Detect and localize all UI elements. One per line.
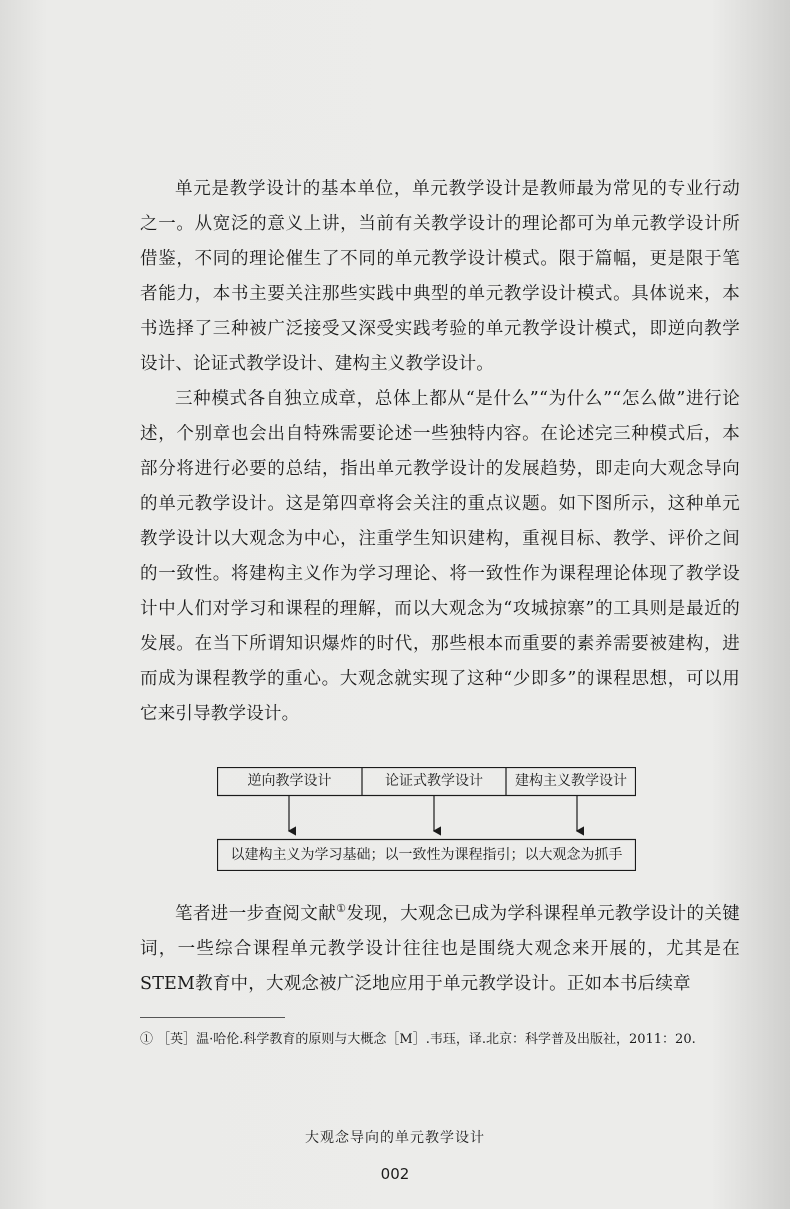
paragraph-3-rest: 发现，大观念已成为学科课程单元教学设计的关键词，一些综合课程单元教学设计往往也是围绕大观念来开展的，尤其是在STEM教育中，大观念被广泛地应用于单元教学设计。正如本书后续章 [140, 904, 740, 994]
top-box-label-1: 逆向教学设计 [247, 773, 332, 789]
paragraph-2: 三种模式各自独立成章，总体上都从“是什么”“为什么”“怎么做”进行论述，个别章也会出自特殊需要论述一些独特内容。在论述完三种模式后，本部分将进行必要的总结，指出单元教学设计的发展趋势，即走向大观念导向的单元教学设计。这是第四章将会关注的重点议题。如下图所示，这种单元教学设计以大观念为中心，注重学生知识建构，重视目标、教学、评价之间的一致性。将建构主义作为学习理论、将一致性作为课程理论体现了教学设计中人们对学习和课程的理解，而以大观念为“攻城掠寨”的工具则是最近的发展。在当下所谓知识爆炸的时代，那些根本而重要的素养需要被建构，进而成为课程教学的重心。大观念就实现了这种“少即多”的课程思想，可以用它来引导教学设计。 [140, 389, 740, 724]
footnote-rule [140, 1017, 285, 1018]
page-number: 002 [380, 1165, 410, 1183]
top-box-label-3: 建构主义教学设计 [515, 773, 627, 789]
bottom-box-label: 以建构主义为学习基础；以一致性为课程指引；以大观念为抓手 [230, 847, 623, 863]
paragraph-3-start: 笔者进一步查阅文献 [175, 904, 337, 924]
main-text [140, 172, 740, 732]
running-footer: 大观念导向的单元教学设计 [305, 1130, 485, 1146]
top-box-label-2: 论证式教学设计 [385, 773, 483, 789]
paragraph-3 [140, 897, 740, 1002]
model-diagram [217, 767, 636, 871]
paragraph-1: 单元是教学设计的基本单位，单元教学设计是教师最为常见的专业行动之一。从宽泛的意义上讲，当前有关教学设计的理论都可为单元教学设计所借鉴，不同的理论催生了不同的单元教学设计模式。限于篇幅，更是限于笔者能力，本书主要关注那些实践中典型的单元教学设计模式。具体说来，本书选择了三种被广泛接受又深受实践考验的单元教学设计模式，即逆向教学设计、论证式教学设计、建构主义教学设计。 [140, 179, 740, 374]
footnote-reference: ① [336, 902, 347, 916]
footnote: ① ［英］温·哈伦.科学教育的原则与大概念［M］.韦珏，译.北京：科学普及出版社，2011：20. [140, 1032, 696, 1047]
